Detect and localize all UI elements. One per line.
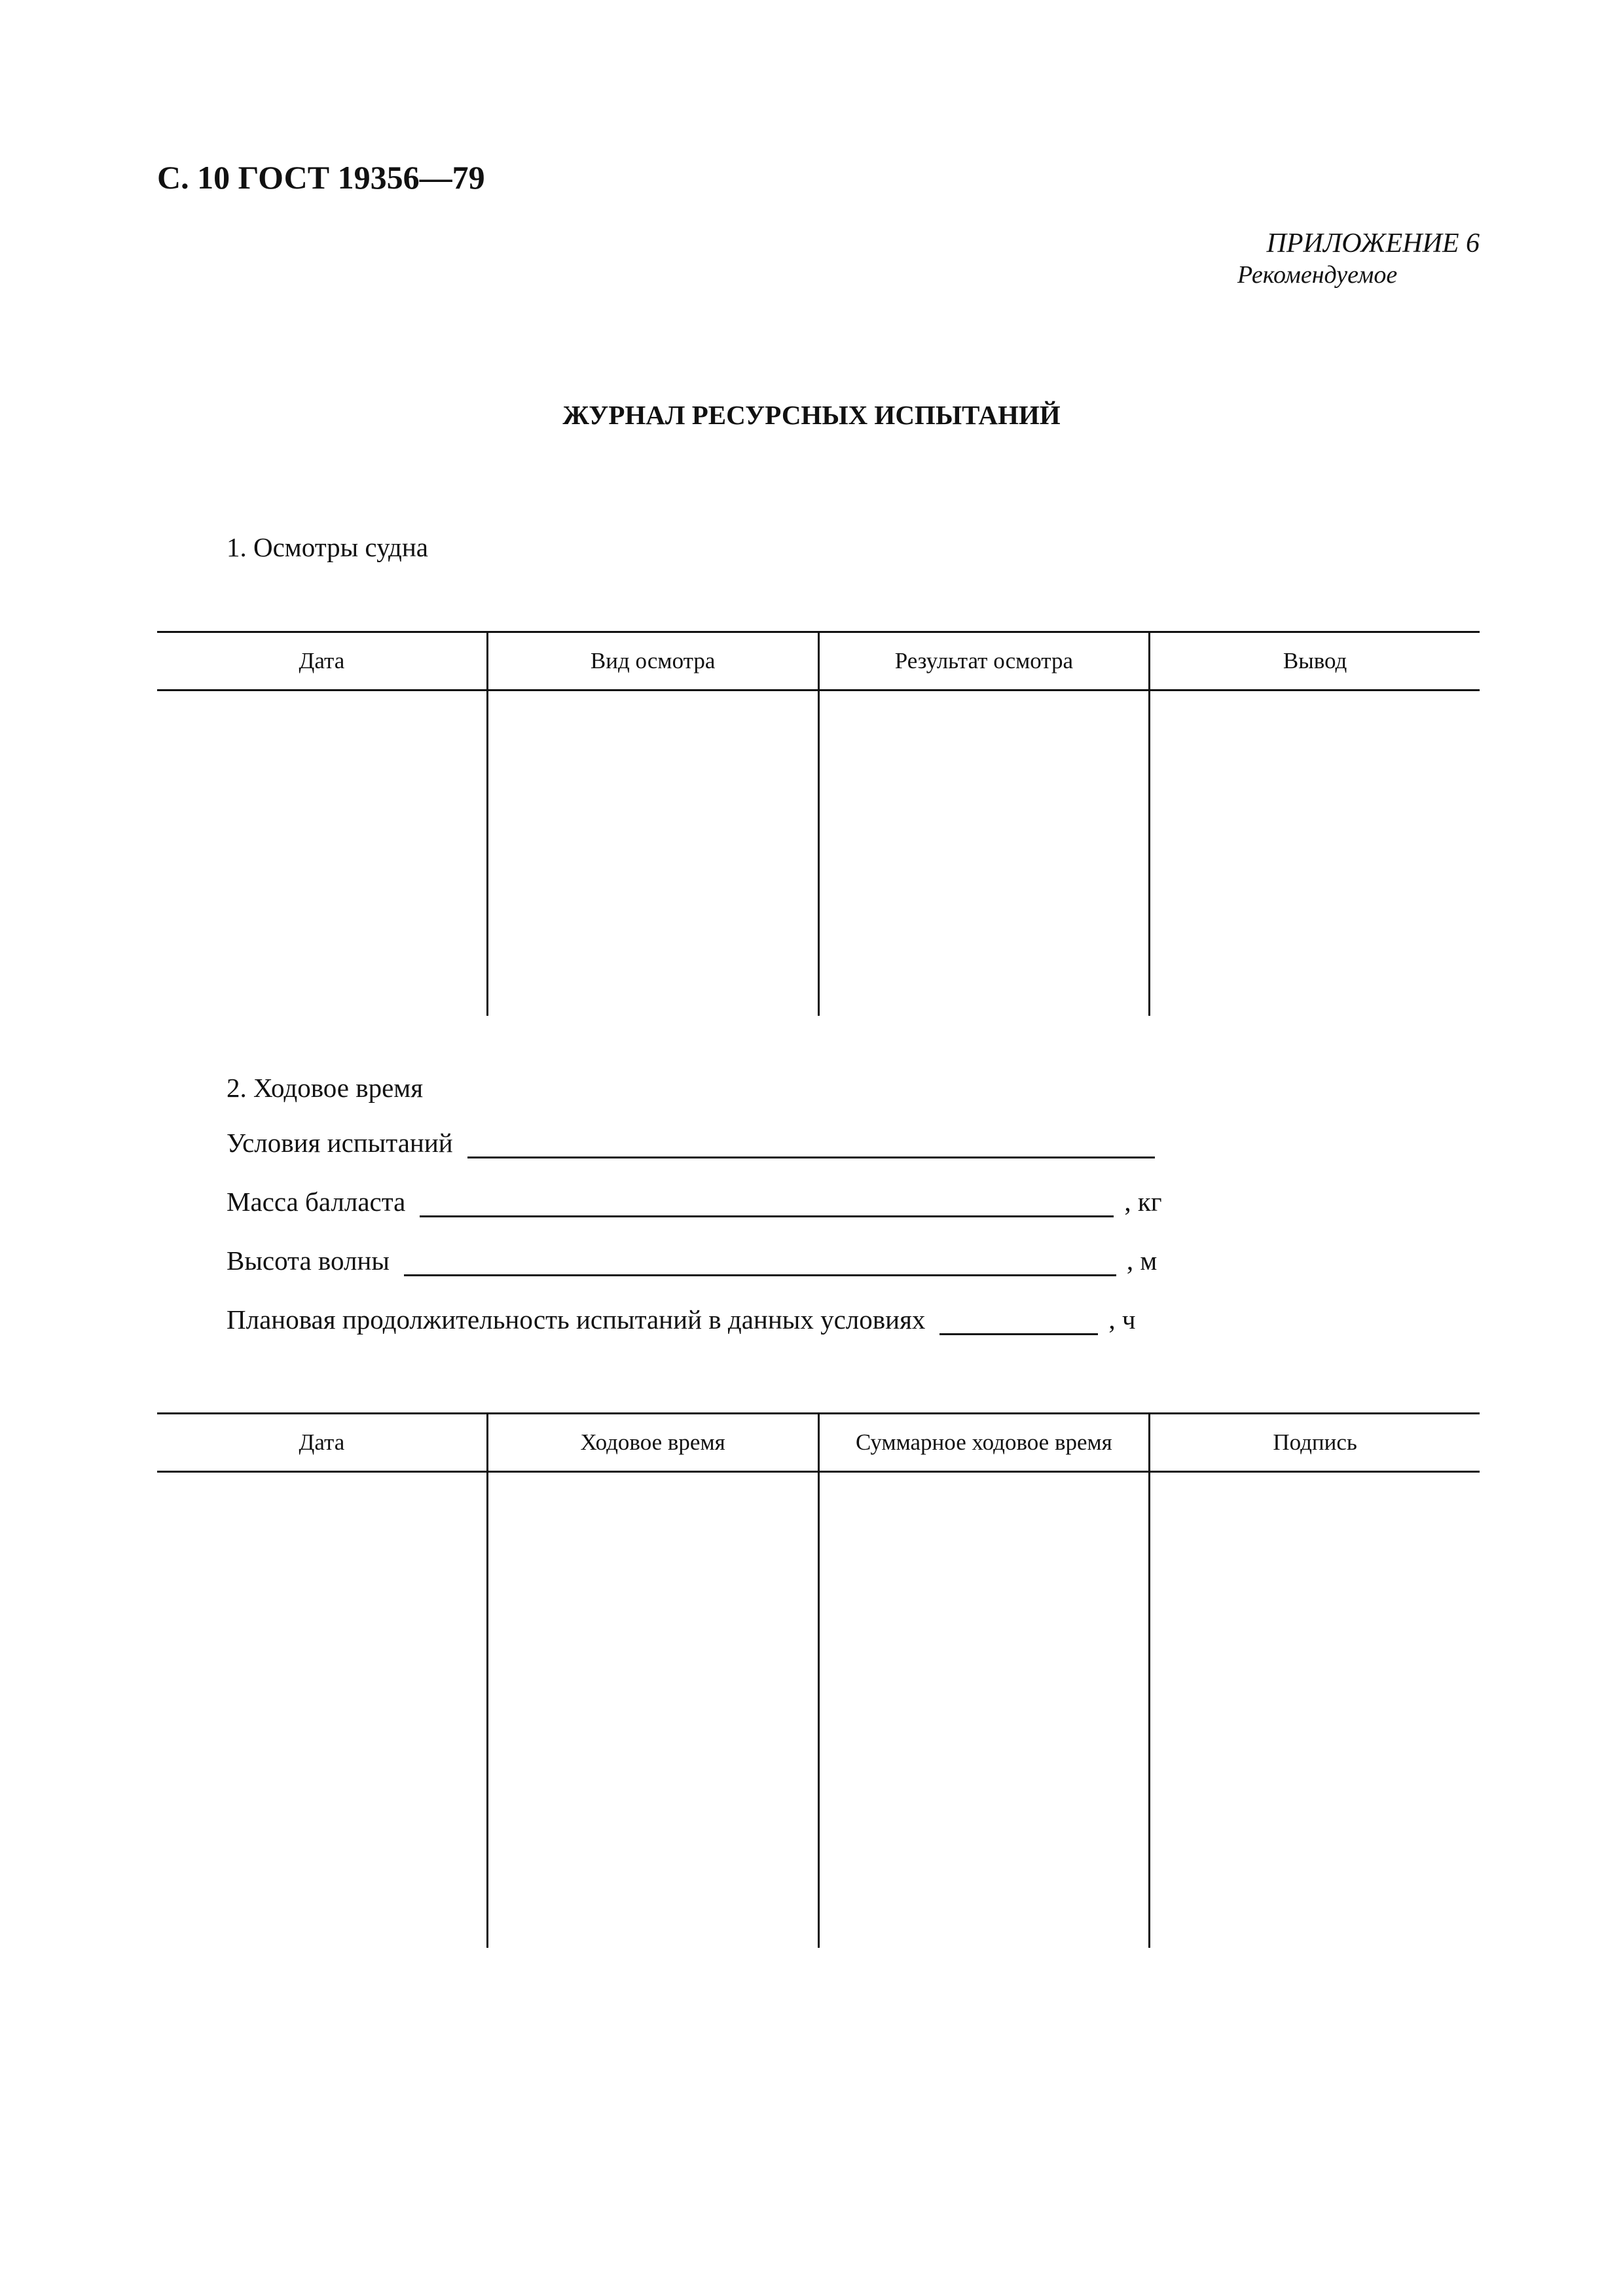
field-label: Условия испытаний — [227, 1128, 453, 1158]
section-1-heading: 1. Осмотры судна — [227, 532, 429, 562]
document-title: ЖУРНАЛ РЕСУРСНЫХ ИСПЫТАНИЙ — [562, 400, 1061, 430]
field-wave-height — [227, 1245, 1157, 1276]
inspection-column-result: Результат осмотра — [818, 633, 1149, 689]
wave-height-input[interactable] — [404, 1251, 1116, 1276]
inspection-cell-date[interactable] — [157, 691, 486, 1016]
field-ballast-mass — [227, 1186, 1162, 1217]
field-label: Плановая продолжительность испытаний в данных условиях — [227, 1304, 926, 1335]
field-label: Высота волны — [227, 1246, 390, 1276]
inspection-column-date: Дата — [299, 648, 345, 673]
running-time-cell-date[interactable] — [157, 1473, 486, 1948]
inspection-cell-type[interactable] — [486, 691, 818, 1016]
running-time-table-body — [157, 1473, 1480, 1948]
running-time-cell-signature[interactable] — [1148, 1473, 1480, 1948]
field-label: Масса балласта — [227, 1187, 406, 1217]
field-planned-duration — [227, 1304, 1136, 1335]
running-time-table — [157, 1412, 1480, 1948]
section-2-heading: 2. Ходовое время — [227, 1073, 424, 1103]
test-conditions-input[interactable] — [467, 1133, 1155, 1158]
running-time-column-signature: Подпись — [1148, 1414, 1480, 1471]
running-time-cell-time[interactable] — [486, 1473, 818, 1948]
running-time-column-date: Дата — [299, 1429, 345, 1455]
field-unit: , ч — [1108, 1304, 1136, 1335]
appendix-number: ПРИЛОЖЕНИЕ 6 — [1266, 228, 1480, 259]
running-time-cell-total[interactable] — [818, 1473, 1149, 1948]
inspection-column-conclusion: Вывод — [1148, 633, 1480, 689]
field-test-conditions — [227, 1127, 1155, 1158]
inspection-column-type: Вид осмотра — [486, 633, 818, 689]
inspection-cell-conclusion[interactable] — [1148, 691, 1480, 1016]
inspection-table-body — [157, 691, 1480, 1016]
running-time-column-time: Ходовое время — [486, 1414, 818, 1471]
ballast-mass-input[interactable] — [420, 1192, 1114, 1217]
field-unit: , кг — [1124, 1187, 1162, 1217]
inspection-table-header — [157, 631, 1480, 691]
field-unit: , м — [1126, 1246, 1158, 1276]
inspection-cell-result[interactable] — [818, 691, 1149, 1016]
running-time-column-total: Суммарное ходовое время — [818, 1414, 1149, 1471]
appendix-label — [1237, 228, 1480, 289]
inspection-table — [157, 631, 1480, 1016]
running-head: С. 10 ГОСТ 19356—79 — [157, 159, 485, 196]
appendix-status: Рекомендуемое — [1237, 260, 1398, 289]
running-time-table-header — [157, 1412, 1480, 1473]
planned-duration-input[interactable] — [939, 1310, 1098, 1335]
